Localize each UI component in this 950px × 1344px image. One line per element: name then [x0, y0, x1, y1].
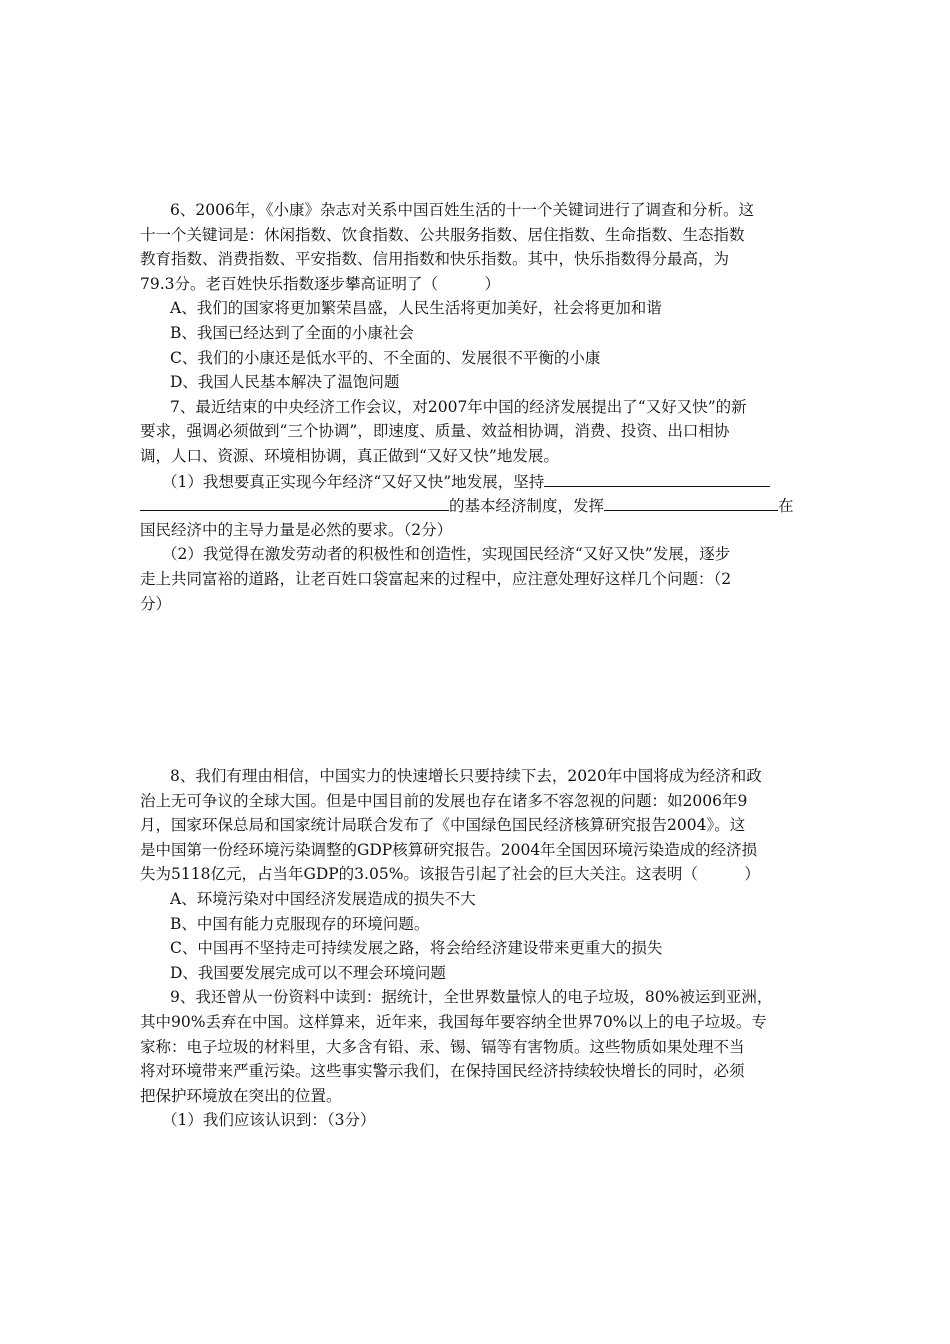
question-9-sub1-line: （1）我们应该认识到：（3分） — [162, 1111, 376, 1130]
answer-blank-3[interactable] — [604, 493, 778, 511]
question-8-line: 失为5118亿元，占当年GDP的3.05%。该报告引起了社会的巨大关注。这表明（ ） — [140, 865, 760, 884]
question-9-line: 家称：电子垃圾的材料里，大多含有铅、汞、锡、镉等有害物质。这些物质如果处理不当 — [140, 1037, 745, 1056]
answer-space[interactable] — [140, 616, 810, 764]
answer-blank-2[interactable] — [140, 493, 449, 511]
question-8-line: 治上无可争议的全球大国。但是中国目前的发展也存在诸多不容忽视的问题：如2006年9 — [140, 791, 748, 810]
answer-blank-1[interactable] — [544, 469, 770, 487]
question-8-line: 是中国第一份经环境污染调整的GDP核算研究报告。2004年全国因环境污染造成的经济损 — [140, 840, 758, 859]
question-6-line: 教育指数、消费指数、平安指数、信用指数和快乐指数。其中，快乐指数得分最高，为 — [140, 250, 730, 269]
question-7-sub1-line — [140, 469, 810, 494]
question-6-option-b: B、我国已经达到了全面的小康社会 — [170, 323, 414, 342]
question-8-option-b: B、中国有能力克服现存的环境问题。 — [170, 914, 430, 933]
question-7-sub2-line: （2）我觉得在激发劳动者的积极性和创造性，实现国民经济“又好又快”发展，逐步 — [162, 545, 731, 564]
question-6 — [140, 198, 810, 395]
question-6-option-c: C、我们的小康还是低水平的、不全面的、发展很不平衡的小康 — [170, 348, 601, 367]
question-8-line: 月，国家环保总局和国家统计局联合发布了《中国绿色国民经济核算研究报告2004》。这 — [140, 816, 746, 835]
question-6-line: 十一个关键词是：休闲指数、饮食指数、公共服务指数、居住指数、生命指数、生态指数 — [140, 225, 745, 244]
question-7-sub1-line: 国民经济中的主导力量是必然的要求。（2分） — [140, 520, 453, 539]
question-9-line: 其中90%丢弃在中国。这样算来，近年来，我国每年要容纳全世界70%以上的电子垃圾。专 — [140, 1013, 767, 1032]
question-6-line: 79.3分。老百姓快乐指数逐步攀高证明了（ ） — [140, 274, 501, 293]
question-7 — [140, 395, 810, 616]
question-7-sub1-text: 在 — [778, 497, 794, 516]
question-7-sub1-text: 的基本经济制度，发挥 — [449, 497, 605, 516]
question-7-line: 要求，强调必须做到“三个协调”，即速度、质量、效益相协调，消费、投资、出口相协 — [140, 422, 730, 441]
question-8-line: 8、我们有理由相信，中国实力的快速增长只要持续下去，2020年中国将成为经济和政 — [170, 767, 762, 786]
question-9-line: 9、我还曾从一份资料中读到：据统计，全世界数量惊人的电子垃圾，80%被运到亚洲， — [170, 988, 773, 1007]
question-8-option-d: D、我国要发展完成可以不理会环境问题 — [170, 963, 446, 982]
question-6-line: 6、2006年，《小康》杂志对关系中国百姓生活的十一个关键词进行了调查和分析。这 — [170, 201, 755, 219]
question-7-line: 7、最近结束的中央经济工作会议，对2007年中国的经济发展提出了“又好又快”的新 — [170, 397, 747, 416]
question-8-option-a: A、环境污染对中国经济发展造成的损失不大 — [170, 890, 476, 909]
question-7-sub1-text: （1）我想要真正实现今年经济“又好又快”地发展，坚持 — [162, 472, 545, 491]
question-9-line: 将对环境带来严重污染。这些事实警示我们，在保持国民经济持续较快增长的同时，必须 — [140, 1062, 745, 1081]
question-6-option-a: A、我们的国家将更加繁荣昌盛，人民生活将更加美好，社会将更加和谐 — [170, 299, 662, 318]
question-6-option-d: D、我国人民基本解决了温饱问题 — [170, 373, 400, 392]
exam-page — [140, 198, 810, 1133]
question-8 — [140, 764, 810, 985]
question-7-sub2-line: 分） — [140, 594, 172, 613]
question-7-line: 调，人口、资源、环境相协调，真正做到“又好又快”地发展。 — [140, 446, 559, 465]
question-7-sub2-line: 走上共同富裕的道路，让老百姓口袋富起来的过程中，应注意处理好这样几个问题：（2 — [140, 569, 732, 588]
question-7-sub1-line — [140, 493, 810, 518]
question-8-option-c: C、中国再不坚持走可持续发展之路，将会给经济建设带来更重大的损失 — [170, 939, 663, 958]
question-9-line: 把保护环境放在突出的位置。 — [140, 1086, 342, 1105]
question-9 — [140, 985, 810, 1133]
